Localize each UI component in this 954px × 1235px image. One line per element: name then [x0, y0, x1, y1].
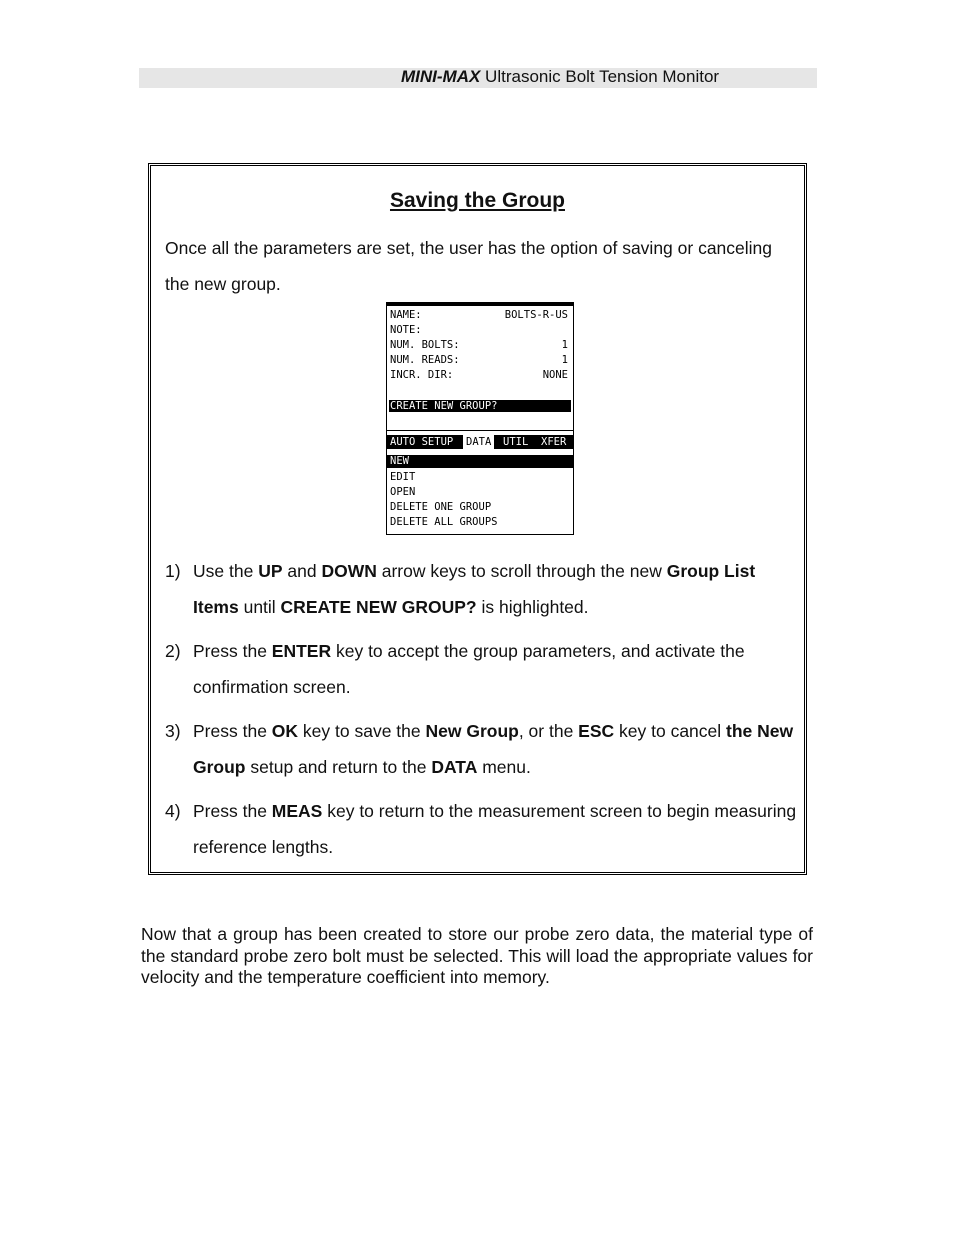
step-text: , or the — [518, 721, 579, 741]
menu-item-delete-all-groups[interactable]: DELETE ALL GROUPS — [390, 516, 498, 528]
step-text: until — [238, 597, 281, 617]
tab-util[interactable]: UTIL — [503, 436, 529, 448]
device-lcd-screen — [386, 302, 574, 535]
lcd-row-name — [390, 308, 570, 322]
lcd-row-num-bolts — [390, 338, 570, 352]
lcd-label: NUM. READS: — [390, 354, 460, 366]
step-item — [165, 553, 800, 625]
step-text: Use the — [193, 561, 259, 581]
step-item — [165, 633, 800, 705]
lcd-divider — [387, 430, 573, 431]
create-new-group-prompt[interactable]: CREATE NEW GROUP? — [389, 400, 571, 412]
step-keyword: MEAS — [271, 801, 323, 821]
lcd-menu-tabs — [387, 435, 573, 449]
menu-item-delete-one-group[interactable]: DELETE ONE GROUP — [390, 501, 492, 513]
step-item — [165, 793, 800, 865]
step-text: Press the — [193, 641, 272, 661]
step-keyword: Group List Items — [193, 561, 756, 617]
step-text: arrow keys to scroll through the new — [376, 561, 667, 581]
step-text: menu. — [477, 757, 531, 777]
lcd-label: NUM. BOLTS: — [390, 339, 460, 351]
tab-auto-setup[interactable]: AUTO SETUP — [390, 436, 454, 448]
header-title — [401, 67, 719, 87]
step-text: key to cancel — [614, 721, 727, 741]
step-keyword: ENTER — [271, 641, 332, 661]
step-keyword: UP — [258, 561, 283, 581]
lcd-row-num-reads — [390, 353, 570, 367]
body-paragraph: Now that a group has been created to store our probe zero data, the material type of the standard probe zero bolt must be selected. This will load the appropriate values for velocity and the temperature coefficient into memory. — [141, 924, 813, 987]
lcd-label: NOTE: — [390, 324, 422, 336]
menu-item-new[interactable]: NEW — [387, 455, 573, 468]
lcd-label: INCR. DIR: — [390, 369, 454, 381]
step-keyword: New Group — [425, 721, 519, 741]
menu-item-edit[interactable]: EDIT — [390, 471, 416, 483]
step-text: key to save the — [298, 721, 426, 741]
lcd-row-incr-dir — [390, 368, 570, 382]
lcd-row-note — [390, 323, 570, 337]
intro-text: Once all the parameters are set, the user has the option of saving or canceling the new group. — [165, 238, 773, 294]
lcd-value: NONE — [542, 369, 568, 381]
step-keyword: OK — [271, 721, 299, 741]
step-text: Press the — [193, 721, 272, 741]
page-header — [139, 68, 817, 88]
header-subtitle: Ultrasonic Bolt Tension Monitor — [480, 67, 720, 86]
step-text: is highlighted. — [476, 597, 589, 617]
tab-data[interactable]: DATA — [463, 435, 494, 449]
step-number: 2) — [165, 641, 181, 661]
saving-group-box — [148, 163, 807, 875]
tab-xfer[interactable]: XFER — [541, 436, 567, 448]
step-text: Press the — [193, 801, 272, 821]
step-text: key to return to the measurement screen to begin measuring reference lengths. — [193, 801, 797, 857]
lcd-value: 1 — [561, 339, 568, 351]
step-keyword: DATA — [431, 757, 478, 777]
lcd-label: NAME: — [390, 309, 422, 321]
step-keyword: CREATE NEW GROUP? — [280, 597, 477, 617]
lcd-value: BOLTS-R-US — [504, 309, 568, 321]
menu-item-open[interactable]: OPEN — [390, 486, 416, 498]
step-keyword: the New Group — [193, 721, 794, 777]
step-text: setup and return to the — [245, 757, 432, 777]
header-product-name: MINI-MAX — [401, 67, 481, 86]
step-text: key to accept the group parameters, and activate the confirmation screen. — [193, 641, 745, 697]
step-number: 1) — [165, 561, 181, 581]
lcd-top-border — [387, 303, 573, 306]
lcd-value: 1 — [561, 354, 568, 366]
step-number: 4) — [165, 801, 181, 821]
step-keyword: ESC — [578, 721, 615, 741]
steps-list — [165, 553, 800, 873]
step-keyword: DOWN — [321, 561, 377, 581]
step-text: and — [282, 561, 322, 581]
box-title: Saving the Group — [389, 189, 565, 212]
step-item — [165, 713, 800, 785]
step-number: 3) — [165, 721, 181, 741]
